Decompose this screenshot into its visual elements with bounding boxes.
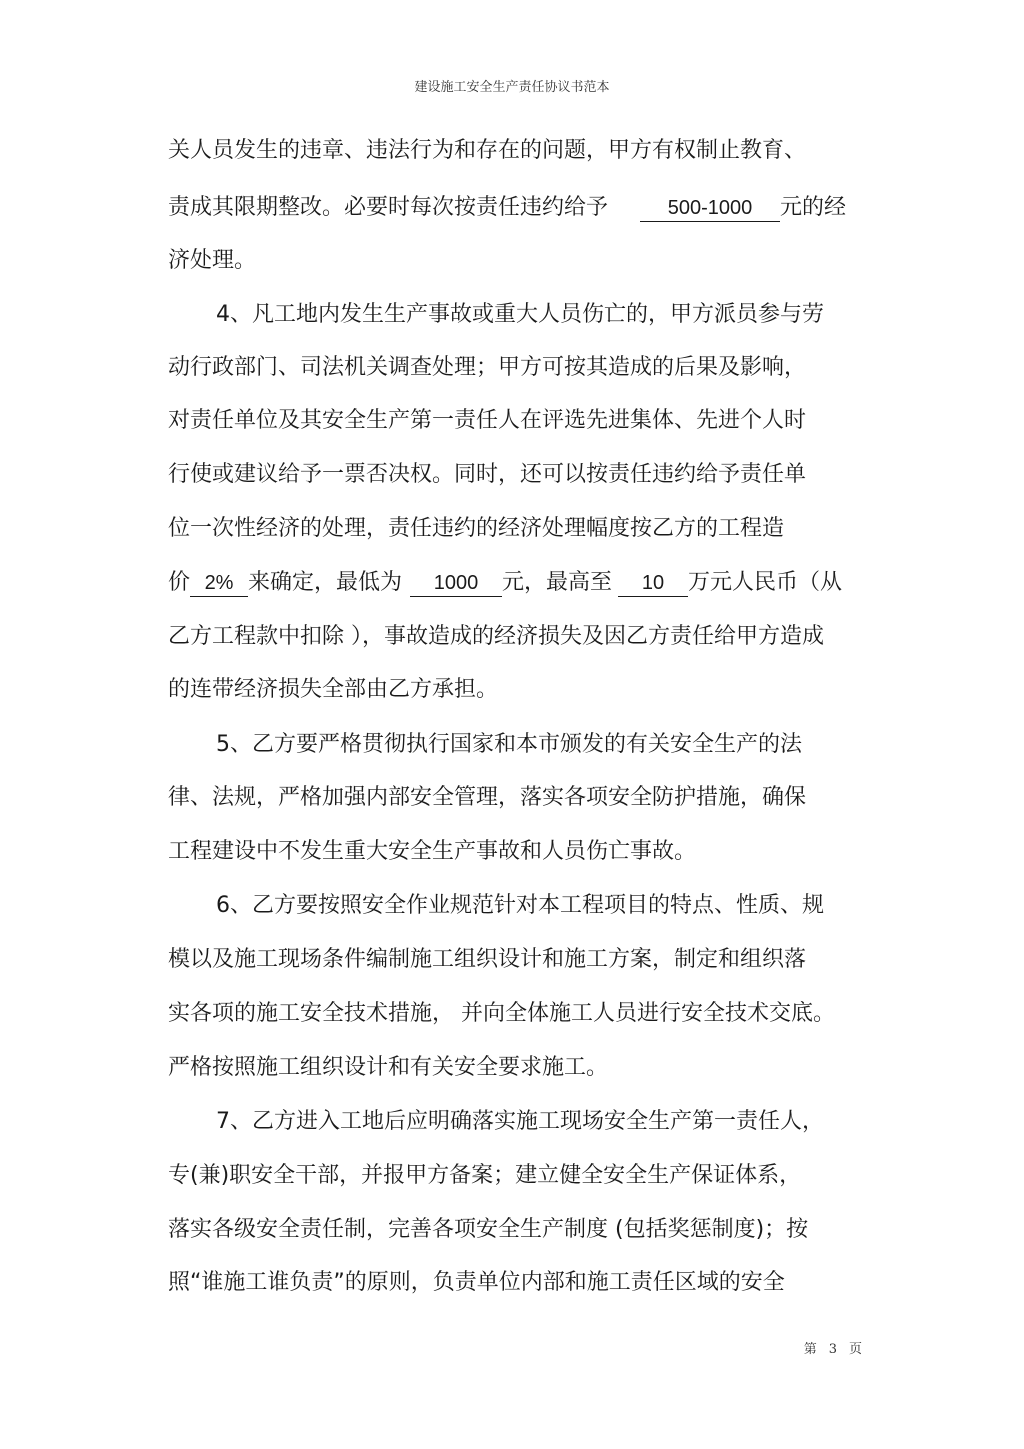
line-text: 责成其限期整改。必要时每次按责任违约给予	[168, 195, 609, 220]
paragraph-line: 动行政部门、司法机关调查处理；甲方可按其造成的后果及影响，	[168, 355, 807, 380]
cost-percent-field: 2%	[190, 570, 248, 597]
paragraph-line: 位一次性经济的处理，责任违约的经济处理幅度按乙方的工程造	[168, 516, 785, 541]
paragraph-line: 照“谁施工谁负责”的原则，负责单位内部和施工责任区域的安全	[168, 1270, 785, 1295]
paragraph-line: 5、乙方要严格贯彻执行国家和本市颁发的有关安全生产的法	[216, 732, 802, 757]
paragraph-line: 模以及施工现场条件编制施工组织设计和施工方案，制定和组织落	[168, 947, 807, 972]
penalty-amount-field: 500-1000	[640, 195, 780, 222]
page-number	[798, 1338, 868, 1357]
line-text: 元的经	[780, 195, 847, 220]
paragraph-line: 7、乙方进入工地后应明确落实施工现场安全生产第一责任人，	[216, 1109, 824, 1134]
paragraph-line: 工程建设中不发生重大安全生产事故和人员伤亡事故。	[168, 839, 697, 864]
paragraph-line: 6、乙方要按照安全作业规范针对本工程项目的特点、性质、规	[216, 893, 824, 918]
line-text: 元，最高至	[502, 570, 613, 595]
paragraph-line: 落实各级安全责任制，完善各项安全生产制度 (包括奖惩制度)；按	[168, 1217, 809, 1242]
page-number-suffix: 页	[848, 1342, 862, 1357]
paragraph-line: 实各项的施工安全技术措施， 并向全体施工人员进行安全技术交底。	[168, 1001, 835, 1026]
maximum-amount-field: 10	[618, 570, 688, 597]
paragraph-line: 律、法规，严格加强内部安全管理，落实各项安全防护措施，确保	[168, 785, 807, 810]
paragraph-line: 济处理。	[168, 248, 257, 273]
line-text: 价	[168, 570, 191, 595]
paragraph-line: 严格按照施工组织设计和有关安全要求施工。	[168, 1055, 609, 1080]
paragraph-line: 行使或建议给予一票否决权。同时，还可以按责任违约给予责任单	[168, 462, 807, 487]
line-text: 万元人民币（从	[688, 570, 843, 595]
paragraph-line: 专(兼)职安全干部，并报甲方备案；建立健全安全生产保证体系，	[168, 1163, 802, 1188]
paragraph-line	[168, 193, 846, 223]
paragraph-line: 的连带经济损失全部由乙方承担。	[168, 677, 499, 702]
paragraph-line: 对责任单位及其安全生产第一责任人在评选先进集体、先进个人时	[168, 408, 807, 433]
page-number-prefix: 第	[803, 1342, 817, 1357]
paragraph-line	[168, 568, 842, 598]
paragraph-line: 乙方工程款中扣除 ），事故造成的经济损失及因乙方责任给甲方造成	[168, 624, 824, 649]
paragraph-line: 4、凡工地内发生生产事故或重大人员伤亡的，甲方派员参与劳	[216, 302, 824, 327]
page-number-value: 3	[828, 1342, 837, 1357]
minimum-amount-field: 1000	[410, 570, 502, 597]
line-text: 来确定，最低为	[248, 570, 403, 595]
page-header: 建设施工安全生产责任协议书范本	[414, 80, 610, 95]
paragraph-line: 关人员发生的违章、违法行为和存在的问题，甲方有权制止教育、	[168, 138, 807, 163]
